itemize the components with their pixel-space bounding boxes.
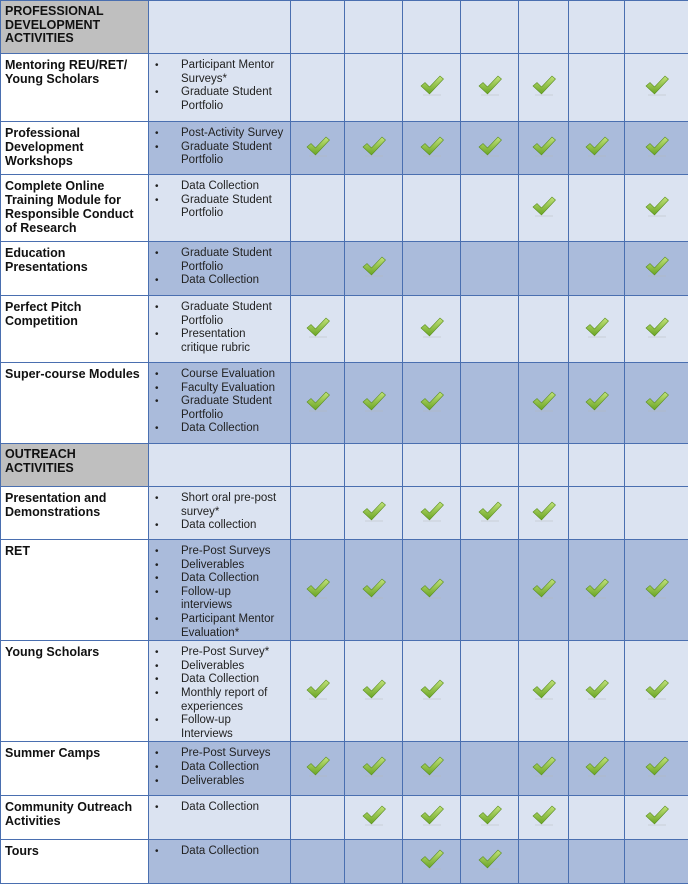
check-cell	[291, 840, 345, 884]
check-mark-icon	[361, 577, 387, 599]
methods-cell	[149, 796, 291, 840]
check-mark-icon	[531, 755, 557, 777]
check-mark-icon	[531, 577, 557, 599]
check-mark-icon	[531, 678, 557, 700]
list-item: • Data collection	[149, 519, 288, 533]
list-item: • Follow-up Interviews	[149, 714, 288, 741]
check-mark-icon	[477, 500, 503, 522]
check-cell	[625, 54, 688, 122]
list-item: • Faculty Evaluation	[149, 382, 288, 396]
check-cell	[403, 742, 461, 796]
check-mark-icon	[361, 390, 387, 412]
check-cell	[569, 54, 625, 122]
methods-cell	[149, 54, 291, 122]
check-cell	[291, 242, 345, 296]
check-mark-icon	[584, 316, 610, 338]
check-mark-icon	[419, 316, 445, 338]
activity-name: Community Outreach Activities	[1, 796, 149, 840]
check-cell	[403, 840, 461, 884]
check-cell	[625, 175, 688, 242]
section-methods-cell	[149, 444, 291, 487]
check-cell	[461, 175, 519, 242]
check-cell	[345, 54, 403, 122]
list-item: • Deliverables	[149, 660, 288, 674]
check-cell	[461, 742, 519, 796]
check-cell	[403, 540, 461, 641]
list-item: • Graduate Student Portfolio	[149, 141, 288, 168]
check-cell	[291, 54, 345, 122]
check-mark-icon	[644, 390, 670, 412]
list-item: • Data Collection	[149, 761, 288, 775]
check-cell	[403, 175, 461, 242]
check-mark-icon	[419, 678, 445, 700]
check-cell	[519, 487, 569, 540]
table-row	[1, 175, 688, 242]
methods-list	[149, 492, 288, 533]
check-cell	[569, 641, 625, 742]
check-cell	[345, 175, 403, 242]
methods-cell	[149, 742, 291, 796]
check-cell	[403, 122, 461, 175]
methods-list	[149, 646, 288, 741]
methods-list	[149, 247, 288, 288]
methods-list	[149, 368, 288, 436]
check-cell	[519, 840, 569, 884]
check-cell	[403, 242, 461, 296]
check-cell	[403, 487, 461, 540]
check-cell	[625, 363, 688, 444]
check-mark-icon	[419, 848, 445, 870]
methods-cell	[149, 363, 291, 444]
check-mark-icon	[419, 74, 445, 96]
check-mark-icon	[531, 390, 557, 412]
section-blank-cell	[291, 444, 345, 487]
table-row	[1, 742, 688, 796]
check-mark-icon	[477, 135, 503, 157]
check-cell	[625, 796, 688, 840]
methods-list	[149, 545, 288, 640]
section-title: PROFESSIONAL DEVELOPMENT ACTIVITIES	[1, 1, 149, 54]
methods-list	[149, 127, 288, 168]
check-cell	[291, 122, 345, 175]
activity-name: Complete Online Training Module for Responsible Conduct of Research	[1, 175, 149, 242]
check-mark-icon	[531, 135, 557, 157]
check-cell	[569, 296, 625, 363]
activity-name: Summer Camps	[1, 742, 149, 796]
check-cell	[345, 641, 403, 742]
check-cell	[291, 540, 345, 641]
check-cell	[569, 487, 625, 540]
table-row	[1, 540, 688, 641]
list-item: • Monthly report of experiences	[149, 687, 288, 714]
check-mark-icon	[644, 255, 670, 277]
check-cell	[403, 363, 461, 444]
list-item: • Graduate Student Portfolio	[149, 247, 288, 274]
list-item: • Graduate Student Portfolio	[149, 194, 288, 221]
list-item: • Pre-Post Survey*	[149, 646, 288, 660]
check-cell	[569, 796, 625, 840]
check-cell	[625, 487, 688, 540]
check-cell	[519, 641, 569, 742]
check-cell	[345, 242, 403, 296]
table-row	[1, 363, 688, 444]
check-mark-icon	[361, 135, 387, 157]
check-cell	[569, 122, 625, 175]
check-cell	[291, 175, 345, 242]
check-mark-icon	[644, 135, 670, 157]
check-cell	[291, 742, 345, 796]
activity-name: Super-course Modules	[1, 363, 149, 444]
check-cell	[345, 122, 403, 175]
check-cell	[519, 540, 569, 641]
list-item: • Data Collection	[149, 572, 288, 586]
check-cell	[291, 796, 345, 840]
check-mark-icon	[584, 135, 610, 157]
check-mark-icon	[477, 848, 503, 870]
activity-name: Young Scholars	[1, 641, 149, 742]
table-row	[1, 242, 688, 296]
check-mark-icon	[305, 678, 331, 700]
check-cell	[625, 242, 688, 296]
check-mark-icon	[584, 577, 610, 599]
check-cell	[569, 742, 625, 796]
check-cell	[569, 840, 625, 884]
check-cell	[461, 296, 519, 363]
check-mark-icon	[361, 755, 387, 777]
check-mark-icon	[305, 390, 331, 412]
check-cell	[625, 641, 688, 742]
check-mark-icon	[361, 678, 387, 700]
check-mark-icon	[419, 755, 445, 777]
methods-cell	[149, 487, 291, 540]
check-cell	[345, 742, 403, 796]
methods-list	[149, 301, 288, 355]
check-cell	[403, 796, 461, 840]
section-blank-cell	[403, 444, 461, 487]
check-cell	[519, 742, 569, 796]
check-cell	[569, 540, 625, 641]
check-mark-icon	[644, 755, 670, 777]
check-cell	[461, 540, 519, 641]
check-cell	[625, 540, 688, 641]
check-cell	[519, 296, 569, 363]
check-mark-icon	[644, 316, 670, 338]
check-cell	[403, 296, 461, 363]
list-item: • Graduate Student Portfolio	[149, 301, 288, 328]
check-cell	[625, 296, 688, 363]
check-mark-icon	[531, 500, 557, 522]
check-mark-icon	[644, 804, 670, 826]
check-cell	[461, 487, 519, 540]
check-mark-icon	[305, 755, 331, 777]
check-mark-icon	[644, 74, 670, 96]
methods-list	[149, 180, 288, 221]
list-item: • Data Collection	[149, 274, 288, 288]
check-mark-icon	[644, 195, 670, 217]
methods-cell	[149, 840, 291, 884]
check-cell	[345, 363, 403, 444]
check-cell	[461, 363, 519, 444]
check-cell	[519, 122, 569, 175]
check-cell	[345, 296, 403, 363]
check-mark-icon	[361, 804, 387, 826]
list-item: • Course Evaluation	[149, 368, 288, 382]
methods-cell	[149, 175, 291, 242]
check-cell	[519, 242, 569, 296]
table-row	[1, 296, 688, 363]
section-blank-cell	[625, 444, 688, 487]
list-item: • Pre-Post Surveys	[149, 545, 288, 559]
section-methods-cell	[149, 1, 291, 54]
methods-cell	[149, 242, 291, 296]
check-cell	[625, 840, 688, 884]
list-item: • Pre-Post Surveys	[149, 747, 288, 761]
check-mark-icon	[419, 577, 445, 599]
activity-name: Tours	[1, 840, 149, 884]
check-cell	[403, 54, 461, 122]
section-blank-cell	[569, 444, 625, 487]
table-row	[1, 641, 688, 742]
list-item: • Graduate Student Portfolio	[149, 395, 288, 422]
list-item: • Short oral pre-post survey*	[149, 492, 288, 519]
check-cell	[569, 175, 625, 242]
check-mark-icon	[644, 577, 670, 599]
check-cell	[519, 54, 569, 122]
activity-name: Mentoring REU/RET/ Young Scholars	[1, 54, 149, 122]
list-item: • Deliverables	[149, 559, 288, 573]
methods-cell	[149, 540, 291, 641]
check-mark-icon	[361, 255, 387, 277]
activity-name: Education Presentations	[1, 242, 149, 296]
check-cell	[569, 363, 625, 444]
check-mark-icon	[477, 804, 503, 826]
list-item: • Follow-up interviews	[149, 586, 288, 613]
check-mark-icon	[361, 500, 387, 522]
check-mark-icon	[419, 804, 445, 826]
check-cell	[291, 641, 345, 742]
check-mark-icon	[531, 195, 557, 217]
list-item: • Post-Activity Survey	[149, 127, 288, 141]
section-blank-cell	[519, 1, 569, 54]
activity-name: Professional Development Workshops	[1, 122, 149, 175]
section-header-row	[1, 444, 688, 487]
activity-name: Presentation and Demonstrations	[1, 487, 149, 540]
activity-name: Perfect Pitch Competition	[1, 296, 149, 363]
section-blank-cell	[403, 1, 461, 54]
section-blank-cell	[345, 444, 403, 487]
methods-list	[149, 801, 288, 815]
check-mark-icon	[305, 135, 331, 157]
check-cell	[461, 242, 519, 296]
list-item: • Data Collection	[149, 180, 288, 194]
check-cell	[461, 54, 519, 122]
list-item: • Presentation critique rubric	[149, 328, 288, 355]
section-header-row	[1, 1, 688, 54]
section-blank-cell	[569, 1, 625, 54]
check-cell	[345, 540, 403, 641]
list-item: • Data Collection	[149, 422, 288, 436]
table-row	[1, 487, 688, 540]
list-item: • Data Collection	[149, 845, 288, 859]
section-blank-cell	[461, 1, 519, 54]
check-mark-icon	[419, 390, 445, 412]
list-item: • Participant Mentor Surveys*	[149, 59, 288, 86]
check-cell	[625, 122, 688, 175]
list-item: • Graduate Student Portfolio	[149, 86, 288, 113]
check-cell	[345, 796, 403, 840]
check-cell	[461, 796, 519, 840]
check-cell	[461, 840, 519, 884]
check-mark-icon	[531, 804, 557, 826]
section-blank-cell	[461, 444, 519, 487]
check-cell	[519, 363, 569, 444]
section-blank-cell	[625, 1, 688, 54]
check-mark-icon	[419, 500, 445, 522]
check-cell	[461, 122, 519, 175]
methods-list	[149, 845, 288, 859]
section-blank-cell	[291, 1, 345, 54]
methods-list	[149, 747, 288, 788]
check-mark-icon	[584, 390, 610, 412]
table-row	[1, 840, 688, 884]
table-row	[1, 796, 688, 840]
table-row	[1, 54, 688, 122]
check-mark-icon	[419, 135, 445, 157]
check-cell	[345, 487, 403, 540]
check-cell	[291, 363, 345, 444]
methods-cell	[149, 641, 291, 742]
check-cell	[519, 796, 569, 840]
check-cell	[345, 840, 403, 884]
check-cell	[625, 742, 688, 796]
check-mark-icon	[531, 74, 557, 96]
check-cell	[569, 242, 625, 296]
section-title: OUTREACH ACTIVITIES	[1, 444, 149, 487]
section-blank-cell	[519, 444, 569, 487]
table-row	[1, 122, 688, 175]
check-mark-icon	[644, 678, 670, 700]
check-cell	[291, 296, 345, 363]
methods-list	[149, 59, 288, 113]
check-cell	[461, 641, 519, 742]
methods-cell	[149, 296, 291, 363]
methods-cell	[149, 122, 291, 175]
check-mark-icon	[584, 755, 610, 777]
check-cell	[519, 175, 569, 242]
list-item: • Participant Mentor Evaluation*	[149, 613, 288, 640]
list-item: • Data Collection	[149, 801, 288, 815]
check-mark-icon	[477, 74, 503, 96]
section-blank-cell	[345, 1, 403, 54]
check-mark-icon	[305, 316, 331, 338]
activity-name: RET	[1, 540, 149, 641]
check-cell	[291, 487, 345, 540]
check-mark-icon	[305, 577, 331, 599]
list-item: • Data Collection	[149, 673, 288, 687]
list-item: • Deliverables	[149, 775, 288, 789]
check-cell	[403, 641, 461, 742]
check-mark-icon	[584, 678, 610, 700]
